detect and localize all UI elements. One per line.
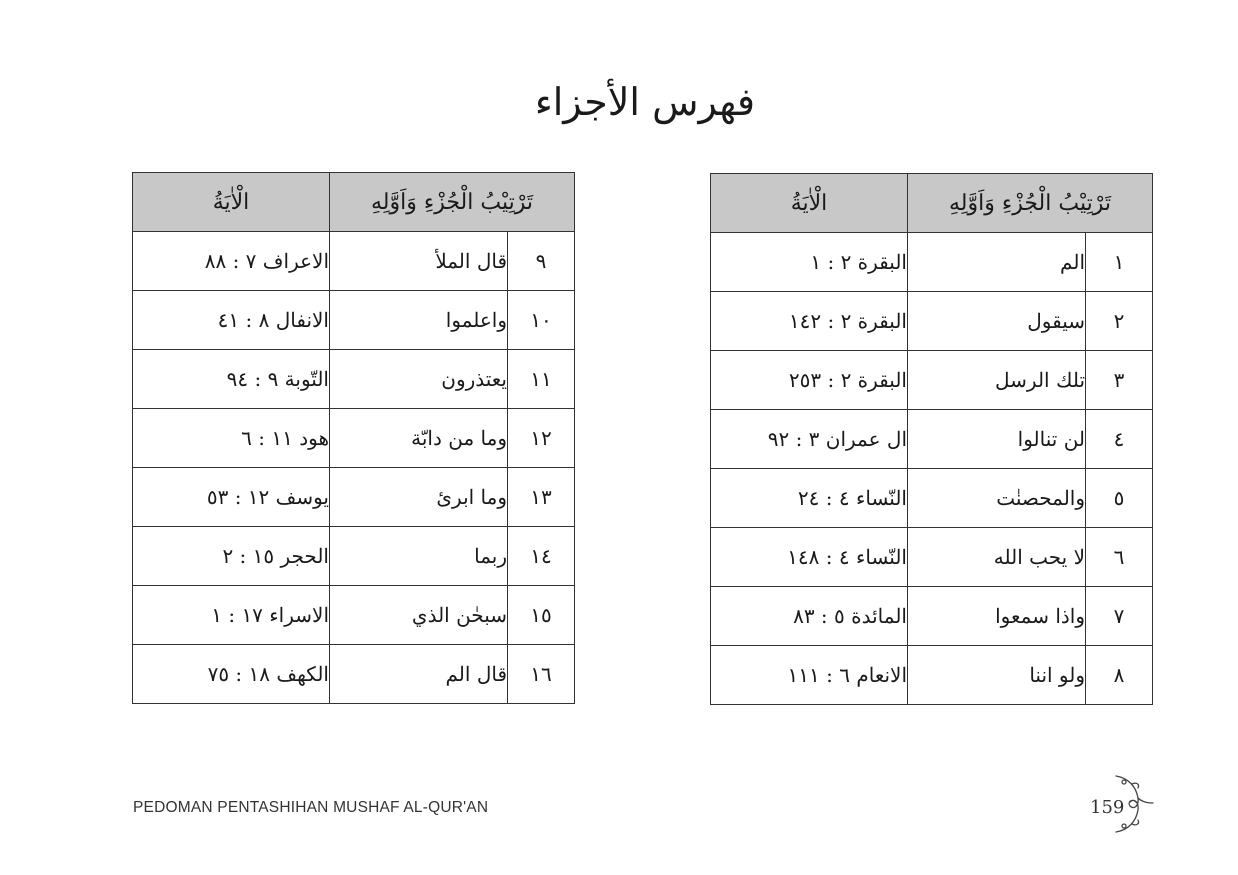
verse-reference: التّوبة ٩ : ٩٤ [133,350,330,409]
juz-number: ١١ [508,350,575,409]
running-footer: PEDOMAN PENTASHIHAN MUSHAF AL-QUR'AN [133,799,489,816]
table-row [711,528,1153,587]
juz-opening: لا يحب الله [908,528,1086,587]
table-row [133,468,575,527]
table-row [711,233,1153,292]
column-header-juz: تَرْتِيْبُ الْجُزْءِ وَاَوَّلِهِ [908,174,1153,233]
verse-reference: البقرة ٢ : ١ [711,233,908,292]
verse-reference: هود ١١ : ٦ [133,409,330,468]
page-title: فهرس الأجزاء [534,80,756,124]
juz-opening: الم [908,233,1086,292]
juz-number: ٢ [1086,292,1153,351]
page-number: 159 [1090,797,1125,818]
juz-number: ٥ [1086,469,1153,528]
column-header-ayah: الْاٰيَةُ [133,173,330,232]
juz-number: ١٣ [508,468,575,527]
juz-number: ٧ [1086,587,1153,646]
table-row [133,291,575,350]
juz-opening: سيقول [908,292,1086,351]
juz-number: ١٤ [508,527,575,586]
juz-number: ١٦ [508,645,575,704]
table-row [711,351,1153,410]
juz-opening: ربما [330,527,508,586]
corner-ornament-icon [1110,772,1155,836]
verse-reference: ال عمران ٣ : ٩٢ [711,410,908,469]
table-row [133,350,575,409]
table-row [133,645,575,704]
juz-opening: قال الم [330,645,508,704]
column-header-juz: تَرْتِيْبُ الْجُزْءِ وَاَوَّلِهِ [330,173,575,232]
juz-opening: واذا سمعوا [908,587,1086,646]
juz-opening: لن تنالوا [908,410,1086,469]
juz-opening: وما من دابّة [330,409,508,468]
juz-opening: قال الملأ [330,232,508,291]
table-row [133,232,575,291]
verse-reference: البقرة ٢ : ١٤٢ [711,292,908,351]
verse-reference: النّساء ٤ : ٢٤ [711,469,908,528]
verse-reference: الاعراف ٧ : ٨٨ [133,232,330,291]
juz-opening: ولو اننا [908,646,1086,705]
juz-number: ٤ [1086,410,1153,469]
juz-number: ١٢ [508,409,575,468]
verse-reference: البقرة ٢ : ٢٥٣ [711,351,908,410]
juz-number: ٣ [1086,351,1153,410]
verse-reference: المائدة ٥ : ٨٣ [711,587,908,646]
column-header-ayah: الْاٰيَةُ [711,174,908,233]
verse-reference: الانعام ٦ : ١١١ [711,646,908,705]
juz-number: ٦ [1086,528,1153,587]
table-row [133,586,575,645]
verse-reference: الكهف ١٨ : ٧٥ [133,645,330,704]
juz-number: ٩ [508,232,575,291]
juz-number: ١٥ [508,586,575,645]
table-row [133,527,575,586]
verse-reference: الحجر ١٥ : ٢ [133,527,330,586]
juz-number: ٨ [1086,646,1153,705]
juz-opening: يعتذرون [330,350,508,409]
table-row [711,646,1153,705]
juz-opening: واعلموا [330,291,508,350]
table-row [133,409,575,468]
juz-index-table-left [132,172,575,704]
table-row [711,587,1153,646]
verse-reference: يوسف ١٢ : ٥٣ [133,468,330,527]
juz-index-table-right [710,173,1153,705]
table-row [711,292,1153,351]
juz-opening: والمحصنٰت [908,469,1086,528]
table-row [711,410,1153,469]
verse-reference: النّساء ٤ : ١٤٨ [711,528,908,587]
verse-reference: الاسراء ١٧ : ١ [133,586,330,645]
juz-opening: سبحٰن الذي [330,586,508,645]
juz-number: ١ [1086,233,1153,292]
juz-opening: تلك الرسل [908,351,1086,410]
table-row [711,469,1153,528]
juz-opening: وما ابرئ [330,468,508,527]
juz-number: ١٠ [508,291,575,350]
verse-reference: الانفال ٨ : ٤١ [133,291,330,350]
